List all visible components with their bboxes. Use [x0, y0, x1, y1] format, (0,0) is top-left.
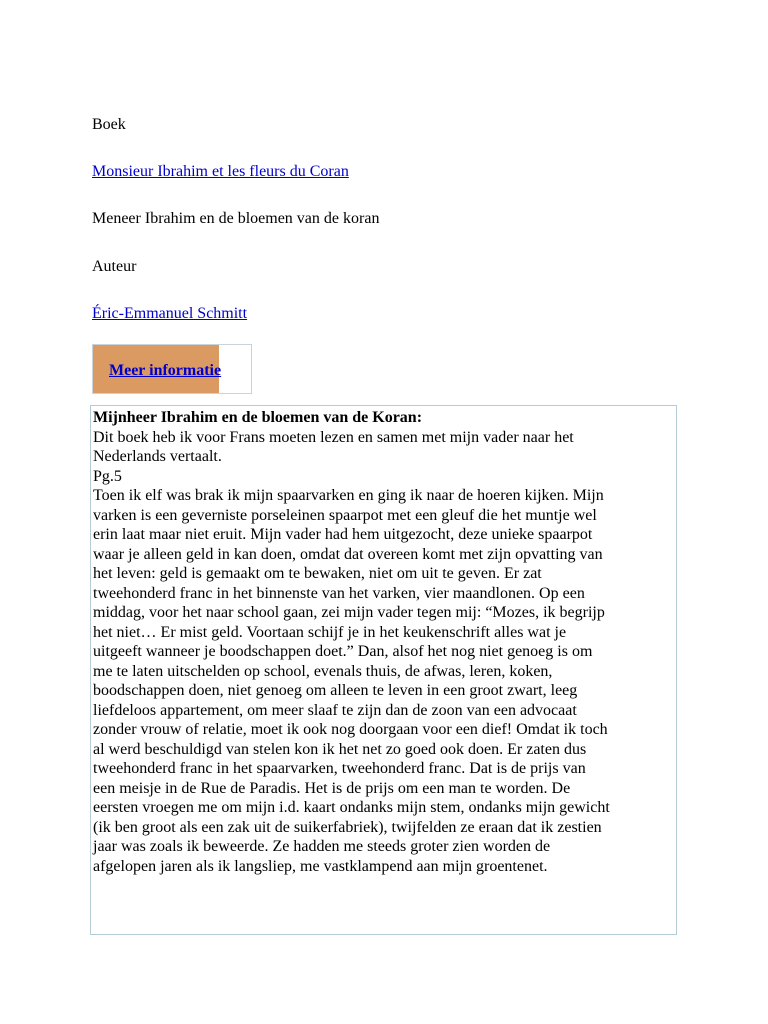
article-line: waar je alleen geld in kan doen, omdat dat overeen komt met zijn opvatting van	[93, 545, 603, 563]
author-link[interactable]: Éric-Emmanuel Schmitt	[92, 305, 248, 322]
translated-title: Meneer Ibrahim en de bloemen van de koran	[92, 210, 380, 227]
article-line: liefdeloos appartement, om meer slaaf te zijn dan de zoon van een advocaat	[93, 701, 577, 719]
article-line: uitgeeft wanneer je boodschappen doet.” Dan, alsof het nog niet genoeg is om	[93, 643, 593, 660]
article-line: jaar was zoals ik beweerde. Ze hadden me steeds groter zien worden de	[93, 838, 551, 855]
article-line: al werd beschuldigd van stelen kon ik het net zo goed ook doen. Er zaten dus	[93, 740, 587, 758]
article-line: tweehonderd franc in het binnenste van het varken, vier maandlonen. Op een	[93, 584, 585, 602]
article-line: Pg.5	[93, 467, 122, 485]
article-heading: Mijnheer Ibrahim en de bloemen van de Koran:	[93, 409, 423, 426]
book-label: Boek	[92, 116, 126, 133]
article-line: erin laat maar niet eruit. Mijn vader had hem uitgezocht, deze unieke spaarpot	[93, 526, 593, 543]
article-line: het leven: geld is gemaakt om te bewaken, niet om uit te geven. Er zat	[93, 565, 542, 582]
article-line: varken is een geverniste porseleinen spaarpot met een gleuf die het muntje wel	[93, 506, 597, 524]
article-line: zonder vrouw of relatie, moet ik ook nog doorgaan voor een dief! Omdat ik toch	[93, 721, 608, 738]
article-box	[90, 405, 677, 935]
article-line: me te laten uitschelden op school, evenals thuis, de afwas, leren, koken,	[93, 662, 553, 680]
article-line: Dit boek heb ik voor Frans moeten lezen en samen met mijn vader naar het	[93, 428, 574, 446]
article-body	[93, 408, 677, 876]
article-line: (ik ben groot als een zak uit de suikerfabriek), twijfelden ze eraan dat ik zestien	[93, 818, 602, 836]
article-line: afgelopen jaren als ik langsliep, me vastklampend aan mijn groentenet.	[93, 857, 548, 875]
more-info-label[interactable]: Meer informatie	[109, 362, 222, 379]
article-line: een meisje in de Rue de Paradis. Het is de prijs om een man te worden. De	[93, 779, 571, 797]
author-label: Auteur	[92, 258, 137, 275]
more-info-button[interactable]	[93, 345, 222, 393]
article-line: Toen ik elf was brak ik mijn spaarvarken en ging ik naar de hoeren kijken. Mijn	[93, 487, 604, 504]
article-line: boodschappen doen, niet genoeg om alleen te leven in een groot zwart, leeg	[93, 682, 578, 699]
more-info-container	[92, 344, 252, 394]
article-line: het niet… Er mist geld. Voortaan schijf je in het keukenschrift alles wat je	[93, 623, 567, 641]
book-title-link[interactable]: Monsieur Ibrahim et les fleurs du Coran	[92, 163, 349, 180]
article-line: eersten vroegen me om mijn i.d. kaart ondanks mijn stem, ondanks mijn gewicht	[93, 799, 610, 816]
article-line: tweehonderd franc in het spaarvarken, tweehonderd franc. Dat is de prijs van	[93, 760, 586, 777]
article-line: middag, voor het naar school gaan, zei mijn vader tegen mij: “Mozes, ik begrijp	[93, 604, 605, 621]
article-line: Nederlands vertaalt.	[93, 448, 222, 465]
